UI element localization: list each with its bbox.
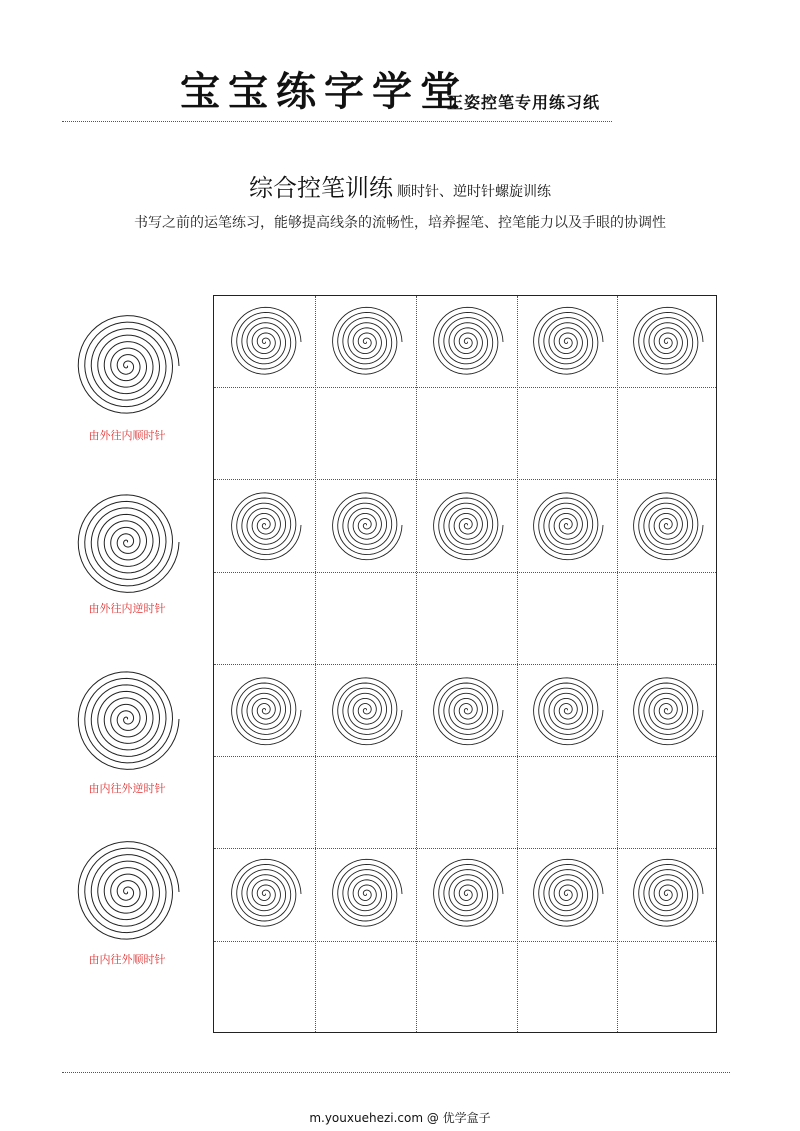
tracing-spiral — [629, 487, 705, 563]
grid-row-divider — [214, 387, 716, 388]
tracing-spiral — [227, 672, 303, 748]
grid-row-divider — [214, 756, 716, 757]
title-block — [0, 168, 800, 203]
header-divider — [62, 121, 612, 122]
brand-subtitle: 正姿控笔专用练习纸 — [447, 93, 601, 112]
tracing-spiral — [529, 304, 605, 380]
grid-row-divider — [214, 479, 716, 480]
page-description: 书写之前的运笔练习，能够提高线条的流畅性，培养握笔、控笔能力以及手眼的协调性 — [134, 215, 666, 231]
row-label-2: 由外往内逆时针 — [88, 602, 166, 615]
tracing-spiral — [629, 856, 705, 932]
row-label-3: 由内往外逆时针 — [88, 782, 166, 795]
footer-divider — [62, 1072, 730, 1073]
grid-row-divider — [214, 848, 716, 849]
brand-title: 宝宝练字学堂 — [180, 68, 468, 115]
tracing-spiral — [429, 672, 505, 748]
tracing-spiral — [227, 856, 303, 932]
tracing-spiral — [629, 672, 705, 748]
tracing-spiral — [629, 304, 705, 380]
tracing-spiral — [328, 487, 404, 563]
grid-row-divider — [214, 664, 716, 665]
model-spiral-3 — [72, 664, 182, 774]
tracing-spiral — [429, 487, 505, 563]
tracing-spiral — [227, 487, 303, 563]
row-label-4: 由内往外顺时针 — [88, 953, 166, 966]
model-spiral-4 — [72, 837, 182, 947]
tracing-spiral — [529, 672, 605, 748]
grid-row-divider — [214, 941, 716, 942]
tracing-spiral — [328, 856, 404, 932]
footer-credit: m.youxuehezi.com @ 优学盒子 — [309, 1111, 491, 1125]
row-label-1: 由外往内顺时针 — [88, 429, 166, 442]
tracing-spiral — [529, 856, 605, 932]
model-spiral-1 — [72, 311, 182, 421]
tracing-spiral — [328, 304, 404, 380]
tracing-spiral — [529, 487, 605, 563]
page-title: 综合控笔训练 — [249, 174, 393, 202]
tracing-spiral — [429, 304, 505, 380]
tracing-spiral — [429, 856, 505, 932]
tracing-spiral — [227, 304, 303, 380]
tracing-spiral — [328, 672, 404, 748]
page-subtitle: 顺时针、逆时针螺旋训练 — [397, 184, 551, 200]
grid-row-divider — [214, 572, 716, 573]
model-spiral-2 — [72, 487, 182, 597]
